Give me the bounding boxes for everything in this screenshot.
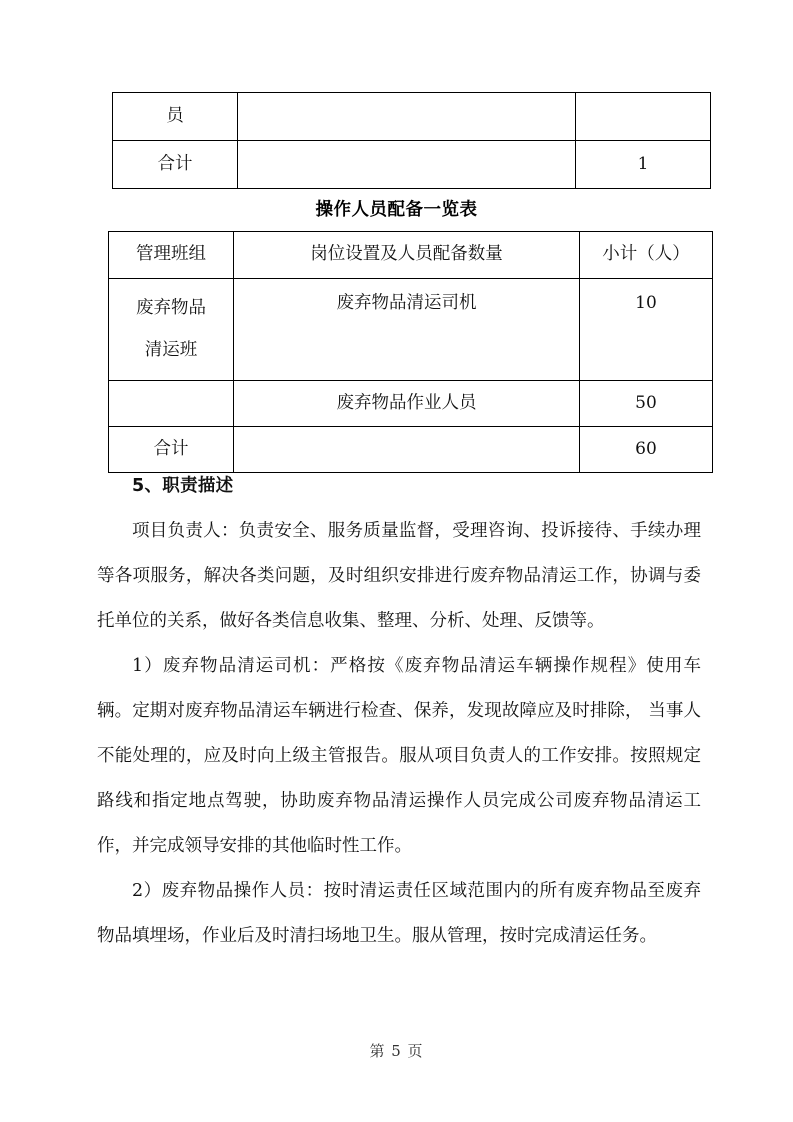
group-name-line-2: 清运班 — [144, 339, 198, 360]
table-cell-position — [238, 141, 576, 189]
table-cell-group — [109, 381, 234, 427]
table-cell-count: 1 — [576, 141, 711, 189]
table-row — [109, 279, 713, 381]
table-cell-position: 废弃物品作业人员 — [234, 381, 580, 427]
table-cell-group: 员 — [113, 93, 238, 141]
table-row — [113, 93, 711, 141]
table-cell-count: 10 — [580, 279, 713, 381]
table-cell-count — [576, 93, 711, 141]
paragraph-driver-duties: 1）废弃物品清运司机：严格按《废弃物品清运车辆操作规程》使用车辆。定期对废弃物品清运车辆进行检查、保养，发现故障应及时排除， 当事人不能处理的，应及时向上级主管报告。服从项目负责人的工作安排。按照规定路线和指定地点驾驶，协助废弃物品清运操作人员完成公司废弃物品清运工作，并完成领导安排的其他临时性工作。 — [97, 656, 701, 856]
paragraph-project-manager: 项目负责人：负责安全、服务质量监督，受理咨询、投诉接待、手续办理等各项服务，解决各类问题，及时组织安排进行废弃物品清运工作，协调与委托单位的关系，做好各类信息收集、整理、分析、处理、反馈等。 — [97, 521, 701, 631]
table-cell-position — [238, 93, 576, 141]
page-footer: 第 5 页 — [369, 1042, 424, 1060]
column-header-position: 岗位设置及人员配备数量 — [234, 232, 580, 279]
operator-staffing-table — [108, 231, 713, 473]
personnel-summary-table-continued — [112, 92, 711, 189]
table-header-row — [109, 232, 713, 279]
paragraph-operator-duties: 2）废弃物品操作人员：按时清运责任区域范围内的所有废弃物品至废弃物品填埋场，作业后及时清扫场地卫生。服从管理，按时完成清运任务。 — [97, 881, 701, 946]
table-cell-position: 废弃物品清运司机 — [234, 279, 580, 381]
staff-table-title: 操作人员配备一览表 — [315, 200, 478, 220]
table-cell-group: 合计 — [109, 427, 234, 473]
body-content — [97, 464, 701, 959]
table-row — [113, 141, 711, 189]
table-row — [109, 381, 713, 427]
column-header-count: 小计（人） — [580, 232, 713, 279]
table-cell-group — [109, 279, 234, 381]
column-header-group: 管理班组 — [109, 232, 234, 279]
table-cell-count: 60 — [580, 427, 713, 473]
group-name-line-1: 废弃物品 — [136, 298, 206, 319]
table-cell-count: 50 — [580, 381, 713, 427]
table-cell-group: 合计 — [113, 141, 238, 189]
section-heading: 5、职责描述 — [132, 476, 234, 496]
